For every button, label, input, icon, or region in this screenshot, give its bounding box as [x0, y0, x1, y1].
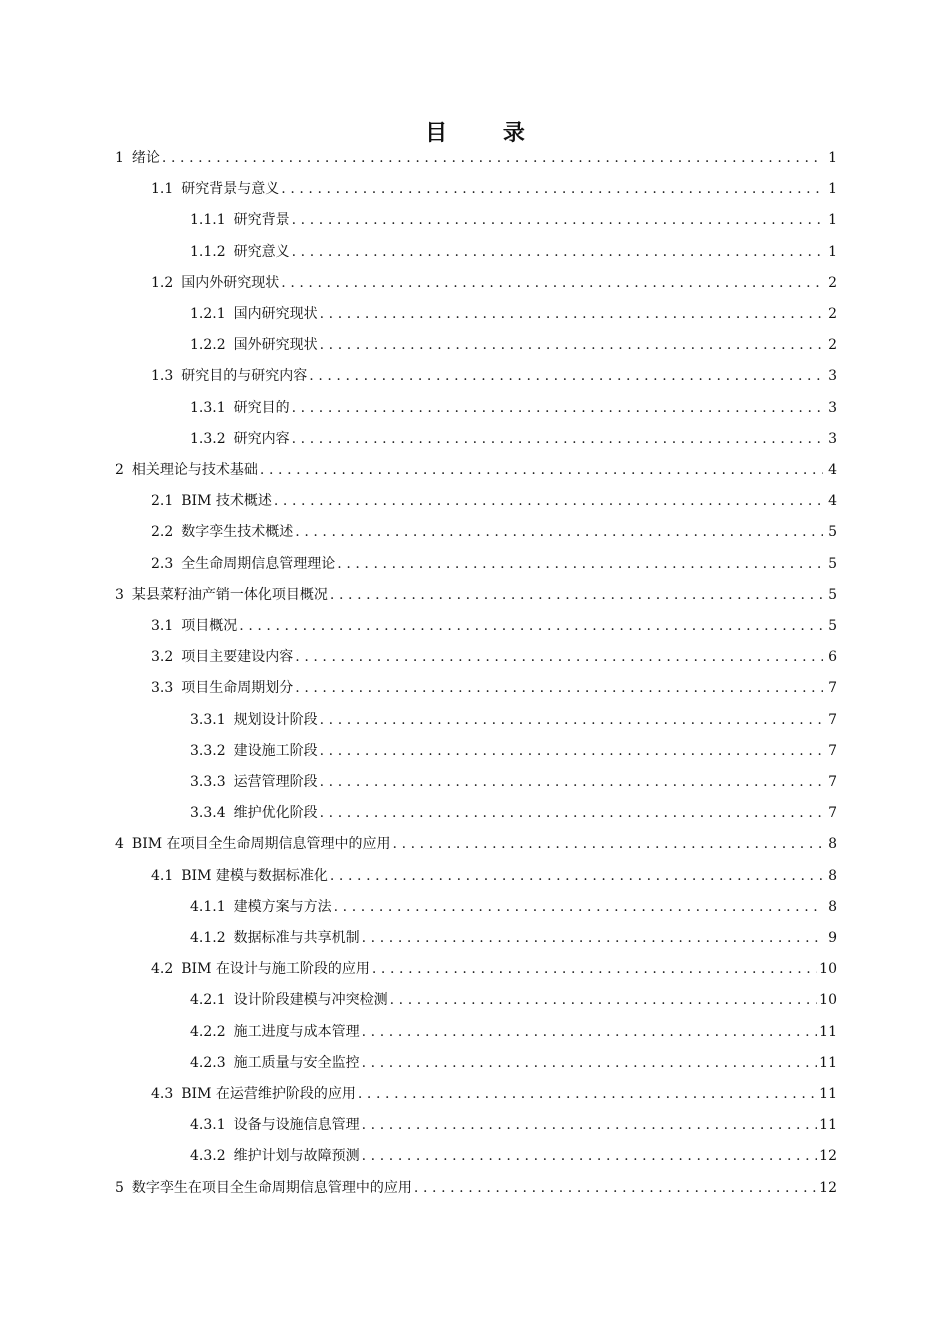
- toc-entry-number: 4.2.3: [190, 1054, 226, 1071]
- toc-leader-dots: [414, 1173, 817, 1204]
- toc-entry[interactable]: [151, 642, 837, 673]
- toc-leader-dots: [358, 1079, 817, 1110]
- toc-leader-dots: [260, 455, 823, 486]
- toc-entry-page-number: 4: [828, 493, 837, 510]
- toc-entry-number: 4.1: [151, 867, 174, 884]
- toc-entry-title: 数据标准与共享机制: [233, 930, 360, 946]
- toc-entry-number: 4.1.2: [190, 930, 226, 946]
- toc-leader-dots: [292, 393, 823, 424]
- toc-entry-number: 5: [115, 1179, 124, 1196]
- toc-leader-dots: [320, 330, 823, 361]
- toc-entry-title: 运营管理阶段: [233, 774, 318, 790]
- toc-entry-page-number: 10: [819, 961, 837, 978]
- toc-entry-title: 全生命周期信息管理理论: [181, 555, 336, 572]
- toc-entry-number: 4.3.1: [190, 1117, 226, 1134]
- toc-entry[interactable]: [190, 237, 837, 268]
- toc-entry[interactable]: [151, 517, 837, 548]
- toc-entry[interactable]: [190, 1017, 837, 1048]
- toc-leader-dots: [320, 299, 823, 330]
- toc-entry-title: 绪论: [131, 150, 160, 166]
- toc-entry-number: 1.1.1: [190, 212, 226, 229]
- toc-entry-page-number: 9: [828, 930, 837, 946]
- toc-entry[interactable]: [190, 705, 837, 736]
- toc-entry-page-number: 1: [828, 243, 837, 260]
- toc-entry-title: 相关理论与技术基础: [131, 462, 258, 478]
- toc-entry[interactable]: [190, 1141, 837, 1172]
- toc-entry-number: 3.1: [151, 618, 174, 634]
- toc-entry-title: 数字孪生在项目全生命周期信息管理中的应用: [131, 1179, 412, 1196]
- toc-entry-page-number: 8: [828, 867, 837, 884]
- toc-entry[interactable]: [151, 954, 837, 985]
- toc-entry-number: 4.1.1: [190, 898, 226, 915]
- toc-entry[interactable]: [151, 1079, 837, 1110]
- toc-entry-number: 1.2.1: [190, 306, 226, 322]
- toc-entry-title: 规划设计阶段: [233, 711, 318, 728]
- toc-entry-page-number: 10: [819, 992, 837, 1009]
- toc-entry-title: 设备与设施信息管理: [233, 1117, 360, 1134]
- toc-entry-number: 4: [115, 836, 124, 853]
- toc-entry-page-number: 4: [828, 462, 837, 478]
- toc-entry-title: BIM 在运营维护阶段的应用: [181, 1086, 356, 1102]
- toc-entry[interactable]: [190, 1048, 837, 1079]
- toc-entry-title: 国外研究现状: [233, 337, 318, 354]
- toc-entry[interactable]: [190, 299, 837, 330]
- toc-entry-number: 2: [115, 462, 124, 478]
- toc-entry-title: 研究目的与研究内容: [181, 368, 308, 385]
- toc-leader-dots: [274, 486, 823, 517]
- toc-leader-dots: [295, 673, 823, 704]
- toc-leader-dots: [362, 1141, 818, 1172]
- toc-leader-dots: [295, 517, 823, 548]
- toc-leader-dots: [292, 424, 823, 455]
- toc-leader-dots: [295, 642, 823, 673]
- toc-entry-page-number: 7: [828, 711, 837, 728]
- toc-entry[interactable]: [151, 549, 837, 580]
- toc-entry-title: 研究背景: [233, 212, 290, 229]
- toc-entry-title: BIM 技术概述: [181, 493, 272, 510]
- toc-entry-page-number: 5: [828, 555, 837, 572]
- toc-entry[interactable]: [115, 143, 837, 174]
- toc-entry[interactable]: [151, 861, 837, 892]
- toc-entry[interactable]: [151, 268, 837, 299]
- toc-entry-number: 1: [115, 150, 124, 166]
- toc-entry-page-number: 12: [819, 1148, 837, 1165]
- toc-entry-page-number: 8: [828, 836, 837, 853]
- toc-entry-title: 施工进度与成本管理: [233, 1023, 360, 1040]
- toc-entry-number: 4.3: [151, 1086, 174, 1102]
- toc-entry[interactable]: [151, 611, 837, 642]
- toc-leader-dots: [320, 798, 823, 829]
- toc-leader-dots: [162, 143, 823, 174]
- toc-entry-title: 项目概况: [181, 618, 238, 634]
- toc-leader-dots: [281, 174, 823, 205]
- toc-leader-dots: [330, 580, 823, 611]
- toc-entry-page-number: 2: [828, 337, 837, 354]
- toc-entry-page-number: 7: [828, 742, 837, 759]
- toc-entry-number: 3.3.3: [190, 774, 226, 790]
- toc-entry-number: 1.2: [151, 274, 174, 291]
- toc-entry[interactable]: [115, 1173, 837, 1204]
- toc-entry-number: 2.2: [151, 524, 174, 541]
- toc-entry-title: BIM 在设计与施工阶段的应用: [181, 961, 370, 978]
- toc-entry[interactable]: [190, 393, 837, 424]
- toc-entry[interactable]: [115, 455, 837, 486]
- toc-entry-title: 维护计划与故障预测: [233, 1148, 360, 1165]
- toc-leader-dots: [334, 892, 823, 923]
- toc-entry-number: 3.3.4: [190, 805, 226, 822]
- toc-entry-page-number: 3: [828, 399, 837, 416]
- toc-entry[interactable]: [190, 205, 837, 236]
- toc-leader-dots: [362, 1110, 818, 1141]
- toc-entry-page-number: 2: [828, 274, 837, 291]
- toc-entry-page-number: 3: [828, 368, 837, 385]
- toc-entry[interactable]: [190, 985, 837, 1016]
- toc-entry-title: 研究内容: [233, 430, 290, 447]
- toc-leader-dots: [309, 361, 823, 392]
- toc-entry-page-number: 11: [819, 1023, 837, 1040]
- toc-entry-title: 研究目的: [233, 399, 290, 416]
- toc-entry[interactable]: [151, 174, 837, 205]
- toc-entry[interactable]: [190, 424, 837, 455]
- toc-entry[interactable]: [115, 580, 837, 611]
- toc-entry-number: 1.3.1: [190, 399, 226, 416]
- toc-entry[interactable]: [190, 923, 837, 954]
- toc-entry-title: 数字孪生技术概述: [181, 524, 294, 541]
- toc-entry-number: 3: [115, 586, 124, 603]
- toc-entry-page-number: 11: [819, 1086, 837, 1102]
- toc-entry-title: 建设施工阶段: [233, 742, 318, 759]
- toc-entry-page-number: 1: [828, 150, 837, 166]
- toc-entry-title: 研究背景与意义: [181, 181, 280, 198]
- toc-leader-dots: [239, 611, 823, 642]
- toc-entry-page-number: 5: [828, 524, 837, 541]
- toc-entry-number: 4.2.1: [190, 992, 226, 1009]
- toc-entry-title: 建模方案与方法: [233, 898, 332, 915]
- toc-entry-title: 研究意义: [233, 243, 290, 260]
- toc-entry-page-number: 3: [828, 430, 837, 447]
- toc-entry-number: 1.3: [151, 368, 174, 385]
- toc-entry-number: 1.1.2: [190, 243, 226, 260]
- toc-entry-title: 设计阶段建模与冲突检测: [233, 992, 388, 1009]
- toc-entry-number: 3.2: [151, 649, 174, 666]
- toc-entry-number: 2.1: [151, 493, 174, 510]
- toc-leader-dots: [390, 985, 818, 1016]
- toc-entry[interactable]: [190, 1110, 837, 1141]
- toc-entry-number: 3.3.1: [190, 711, 226, 728]
- toc-entry-page-number: 11: [819, 1054, 837, 1071]
- toc-entry-page-number: 12: [819, 1179, 837, 1196]
- toc-entry-number: 4.2.2: [190, 1023, 226, 1040]
- toc-entry[interactable]: [190, 798, 837, 829]
- toc-entry-number: 1.2.2: [190, 337, 226, 354]
- toc-entry-number: 4.3.2: [190, 1148, 226, 1165]
- toc-leader-dots: [362, 1048, 818, 1079]
- toc-entry-title: 施工质量与安全监控: [233, 1054, 360, 1071]
- toc-entry[interactable]: [190, 736, 837, 767]
- toc-leader-dots: [292, 205, 823, 236]
- toc-entry-page-number: 6: [828, 649, 837, 666]
- toc-entry-page-number: 5: [828, 586, 837, 603]
- toc-leader-dots: [393, 829, 823, 860]
- toc-entry-title: 项目主要建设内容: [181, 649, 294, 666]
- toc-entry-page-number: 8: [828, 898, 837, 915]
- toc-leader-dots: [281, 268, 823, 299]
- toc-entry[interactable]: [151, 361, 837, 392]
- toc-entry-title: BIM 建模与数据标准化: [181, 867, 328, 884]
- toc-entry-number: 1.3.2: [190, 430, 226, 447]
- toc-leader-dots: [320, 736, 823, 767]
- toc-leader-dots: [337, 549, 823, 580]
- toc-entry-number: 2.3: [151, 555, 174, 572]
- toc-leader-dots: [362, 1017, 818, 1048]
- toc-entry-number: 3.3: [151, 680, 174, 697]
- toc-entry-number: 4.2: [151, 961, 174, 978]
- toc-entry-title: 某县菜籽油产销一体化项目概况: [131, 586, 328, 603]
- toc-entry[interactable]: [115, 829, 837, 860]
- toc-entry-title: 国内外研究现状: [181, 274, 280, 291]
- toc-leader-dots: [372, 954, 817, 985]
- toc-entry-page-number: 11: [819, 1117, 837, 1134]
- toc-entry-page-number: 5: [828, 618, 837, 634]
- toc-entry-number: 1.1: [151, 181, 174, 198]
- toc-entry-title: 项目生命周期划分: [181, 680, 294, 697]
- toc-leader-dots: [330, 861, 823, 892]
- toc-leader-dots: [292, 237, 823, 268]
- toc-entry[interactable]: [190, 330, 837, 361]
- toc-entry[interactable]: [151, 486, 837, 517]
- toc-entry-page-number: 2: [828, 306, 837, 322]
- toc-entry-page-number: 7: [828, 774, 837, 790]
- toc-title: 目 录: [425, 121, 549, 146]
- toc-leader-dots: [320, 767, 823, 798]
- toc-entry-title: 维护优化阶段: [233, 805, 318, 822]
- toc-entry-page-number: 1: [828, 212, 837, 229]
- toc-entry-title: BIM 在项目全生命周期信息管理中的应用: [131, 836, 391, 853]
- toc-leader-dots: [362, 923, 823, 954]
- toc-entry[interactable]: [151, 673, 837, 704]
- toc-entry[interactable]: [190, 892, 837, 923]
- toc-entry-page-number: 7: [828, 805, 837, 822]
- toc-entry-page-number: 7: [828, 680, 837, 697]
- toc-entry-title: 国内研究现状: [233, 306, 318, 322]
- toc-leader-dots: [320, 705, 823, 736]
- toc-entry-page-number: 1: [828, 181, 837, 198]
- toc-entry[interactable]: [190, 767, 837, 798]
- toc-entry-number: 3.3.2: [190, 742, 226, 759]
